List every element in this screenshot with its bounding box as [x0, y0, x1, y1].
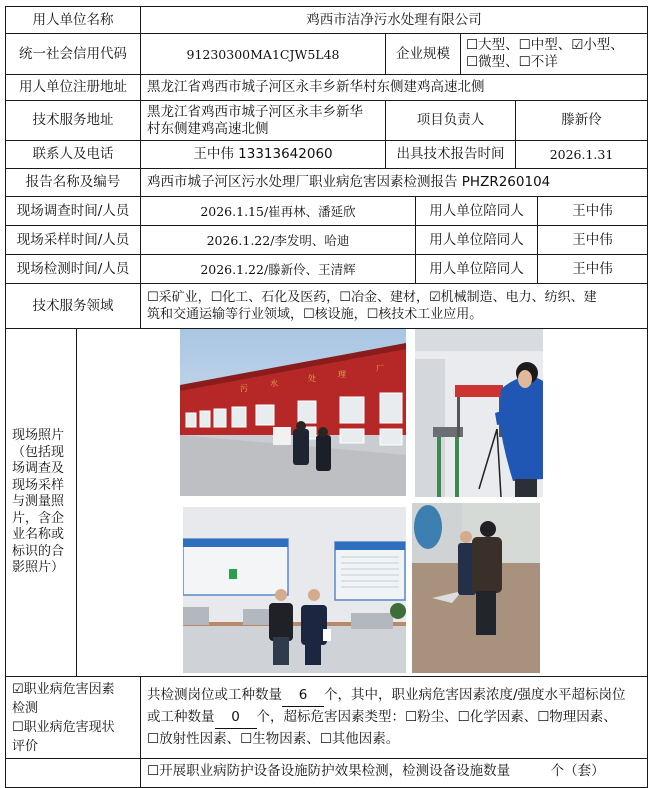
survey-value	[140, 196, 416, 226]
label-text: 项目负责人	[416, 112, 485, 128]
svg-text:厂: 厂	[376, 364, 384, 373]
hazard-text-c: 或工种数量	[147, 709, 215, 725]
domain-line1: ☐采矿业，☐化工、石化及医药，☐冶金、建材，☑机械制造、电力、纺织、建	[147, 290, 597, 305]
enterprise-scale-label	[385, 33, 461, 75]
value-text: 91230300MA1CJW5L48	[186, 46, 340, 62]
value-line1: 黑龙江省鸡西市城子河区永丰乡新华	[147, 103, 363, 120]
next-row-label	[5, 758, 141, 788]
value-line2: 村东侧建鸡高速北侧	[147, 120, 269, 137]
label-text: 用人单位陪同人	[429, 231, 524, 248]
value-text: 王中伟	[572, 260, 613, 277]
sampling-accompany-value	[537, 225, 648, 255]
company-name-label	[5, 6, 141, 34]
next-row-text: ☐开展职业病防护设备设施防护效果检测，检测设备设施数量 个（套）	[147, 763, 605, 779]
report-time-label	[385, 140, 516, 169]
value-text: 2026.1.22/滕新伶、王清辉	[200, 261, 356, 277]
svg-text:污: 污	[240, 384, 248, 393]
service-address-value	[140, 100, 386, 141]
reg-address-value	[140, 74, 648, 101]
reg-address-label	[5, 74, 141, 101]
hazard-text-e: ☐放射性因素、☐生物因素、☐其他因素。	[147, 731, 400, 747]
hazard-type-label	[5, 676, 141, 759]
survey-label	[5, 196, 141, 226]
label-text: 企业规模	[396, 45, 450, 62]
hazard-text-b: 个，其中，职业病危害因素浓度/强度水平超标岗位	[324, 687, 626, 703]
label-text: 现场调查时间/人员	[16, 202, 130, 219]
label-text: 用人单位陪同人	[429, 260, 524, 277]
photos-label-line: 现场照片	[12, 428, 65, 444]
photos-label-line: 业名称或	[12, 527, 65, 543]
hazard-label-line: 检测	[12, 700, 39, 716]
value-text: 鸡西市城子河区污水处理厂职业病危害因素检测报告 PHZR260104	[147, 174, 551, 190]
testing-value	[140, 254, 416, 284]
workshop-image	[412, 503, 540, 673]
photos-label-line: （包括现	[12, 444, 65, 460]
label-text: 用人单位陪同人	[429, 202, 524, 219]
value-text: 2026.1.15/崔再林、潘延欣	[200, 203, 356, 219]
survey-accompany-value	[537, 196, 648, 226]
hazard-text-a: 共检测岗位或工种数量	[147, 687, 282, 703]
photos-label-line: 标识的合	[12, 543, 65, 559]
next-row-value	[140, 758, 648, 788]
photos-label-line: 与测量照	[12, 494, 65, 510]
label-text: 用人单位名称	[32, 11, 114, 28]
sampling-accompany-label	[415, 225, 538, 255]
value-text: 王中伟	[572, 231, 613, 248]
testing-label	[5, 254, 141, 284]
exceed-count: 0	[215, 707, 257, 729]
label-text: 现场检测时间/人员	[16, 260, 130, 277]
label-text: 联系人及电话	[32, 146, 114, 162]
label-text: 出具技术报告时间	[396, 146, 505, 162]
label-text: 用人单位注册地址	[19, 79, 127, 95]
scale-options-line2: ☐微型、☐不详	[466, 54, 558, 70]
company-name-value	[140, 6, 648, 34]
factory-exterior-image	[180, 329, 406, 496]
factory-exterior-photo	[180, 329, 406, 496]
photos-label-line: 片，含企	[12, 510, 65, 526]
hazard-label-line: 评价	[12, 738, 39, 754]
value-text: 王中伟	[572, 202, 613, 219]
credit-code-label	[5, 33, 141, 75]
measurement-image	[415, 329, 543, 497]
label-text: 统一社会信用代码	[19, 45, 127, 62]
label-text: 技术服务领域	[32, 297, 114, 314]
value-text: 王中伟 13313642060	[193, 146, 333, 162]
sampling-value	[140, 225, 416, 255]
report-label	[5, 168, 141, 197]
label-text: 报告名称及编号	[25, 174, 121, 190]
measurement-equipment-photo	[415, 329, 543, 497]
hazard-summary	[140, 676, 648, 759]
testing-accompany-value	[537, 254, 648, 284]
report-value	[140, 168, 648, 197]
value-text: 鸡西市洁净污水处理有限公司	[306, 11, 482, 28]
project-lead-value	[515, 100, 648, 141]
service-domain-label	[5, 283, 141, 329]
photos-label	[5, 328, 77, 677]
domain-line2: 筑和交通运输等行业领域，☐核设施，☐核技术工业应用。	[147, 307, 483, 322]
label-text: 现场采样时间/人员	[16, 231, 130, 248]
process-board-photo	[183, 507, 406, 673]
survey-accompany-label	[415, 196, 538, 226]
workshop-photo	[412, 503, 540, 673]
project-lead-label	[385, 100, 516, 141]
photos-label-line: 场调查及	[12, 461, 65, 477]
label-text: 技术服务地址	[32, 112, 114, 128]
service-address-label	[5, 100, 141, 141]
contact-label	[5, 140, 141, 169]
positions-count: 6	[282, 685, 324, 707]
contact-value	[140, 140, 386, 169]
value-text: 2026.1.31	[549, 147, 614, 162]
scale-options-line1: ☐大型、☐中型、☑小型、	[466, 37, 624, 53]
testing-accompany-label	[415, 254, 538, 284]
svg-text:理: 理	[338, 370, 346, 379]
credit-code-value	[140, 33, 386, 75]
hazard-type-options	[12, 680, 115, 756]
hazard-label-line: ☑职业病危害因素	[12, 681, 115, 697]
svg-text:处: 处	[308, 374, 316, 383]
sampling-label	[5, 225, 141, 255]
photos-label-line: 影照片）	[12, 560, 65, 576]
service-domain-value	[140, 283, 648, 329]
value-text: 2026.1.22/李发明、哈迪	[206, 232, 350, 248]
value-text: 滕新伶	[561, 112, 602, 128]
value-text: 黑龙江省鸡西市城子河区永丰乡新华村东侧建鸡高速北侧	[147, 79, 485, 95]
photos-label-line: 现场采样	[12, 477, 65, 493]
enterprise-scale-options	[460, 33, 648, 75]
report-time-value	[515, 140, 648, 169]
svg-text:水: 水	[270, 379, 278, 388]
hazard-label-line: ☐职业病危害现状	[12, 719, 115, 735]
photos-label-text	[12, 428, 64, 577]
hazard-text-d: 个，超标危害因素类型：☐粉尘、☐化学因素、☐物理因素、	[256, 709, 617, 725]
process-board-image	[183, 507, 406, 673]
